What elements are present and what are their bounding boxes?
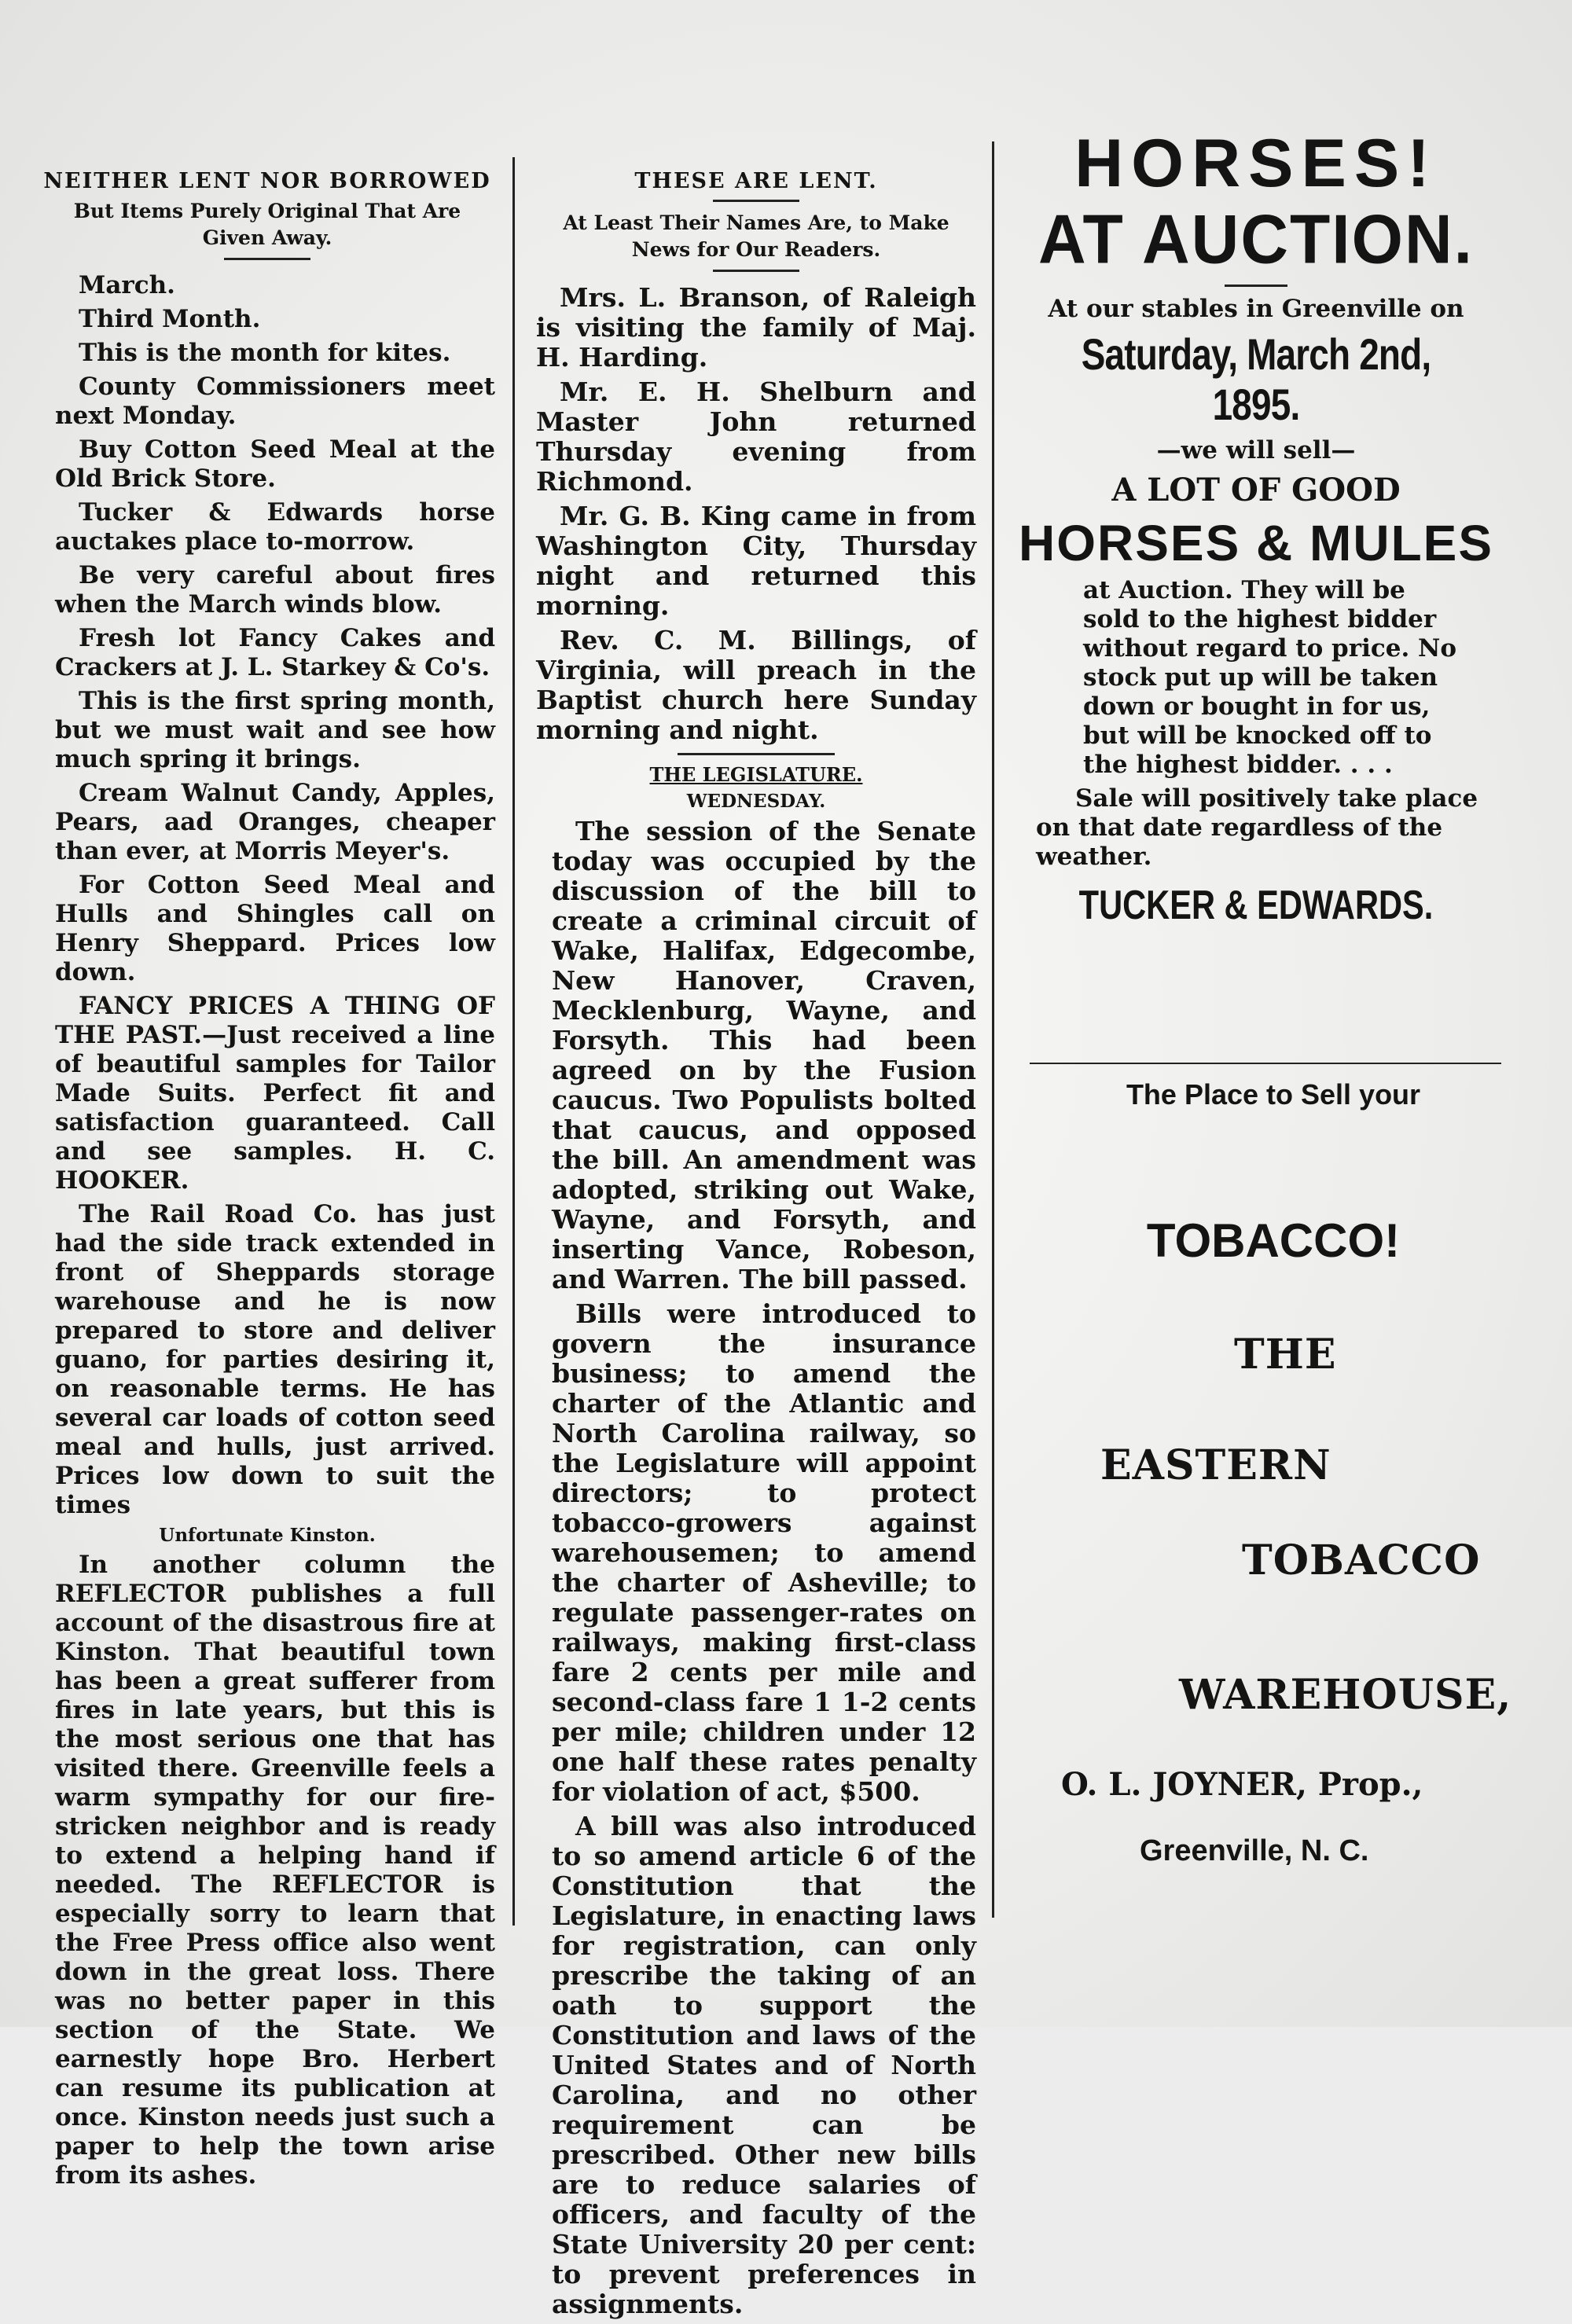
col1-item: FANCY PRICES A THING OF THE PAST.—Just received a line of beautiful samples for Tailor Made Suits. Perfect fit and satisfaction guaranteed. Call and see samples. H. C. HOOKER. [55, 992, 495, 1195]
col1-item: Third Month. [79, 305, 261, 333]
col1-item: Tucker & Edwards horse auctakes place to-morrow. [55, 498, 495, 556]
col2-item: Mr. G. B. King came in from Washington City, Thursday night and returned this morning. [536, 501, 976, 621]
column-1-heading: NEITHER LENT NOR BORROWED [43, 169, 491, 193]
col1-item-list [31, 271, 503, 1520]
col2-item: Rev. C. M. Billings, of Virginia, will preach in the Baptist church here Sunday morning and night. [536, 625, 976, 745]
ad-body-1: at Auction. They will be sold to the highest bidder without regard to price. No stock put up will be taken down or bought in for us, but will be knocked off to the highest bidder. . . . [1083, 576, 1457, 779]
tobacco-tobacco: TOBACCO [1242, 1536, 1481, 1584]
ad-location: At our stables in Greenville on [1048, 295, 1464, 323]
ad-rule [1225, 285, 1287, 287]
tobacco-headline: TOBACCO! [1146, 1214, 1401, 1267]
kinston-text: In another column the REFLECTOR publishes a full account of the disastrous fire at Kinston. That beautiful town has been a great sufferer from fires in late years, but this is the most serious one that has visited there. Greenville feels a warm sympathy for our fire-stricken neighbor and is ready to extend a helping hand if needed. The REFLECTOR is especially sorry to learn that the Free Press office also went down in the great loss. There was no better paper in this section of the State. We earnestly hope Bro. Herbert can resume its publication at once. Kinston needs just such a paper to help the town arise from its ashes. [55, 1551, 495, 2190]
tobacco-proprietor: O. L. JOYNER, Prop., [1061, 1766, 1423, 1803]
col1-item: Fresh lot Fancy Cakes and Crackers at J. L. Starkey & Co's. [55, 624, 495, 681]
col1-item: County Commissioners meet next Monday. [55, 373, 495, 430]
column-2-subheading: At Least Their Names Are, to Make News for Our Readers. [563, 211, 949, 261]
heading-rule [713, 270, 799, 272]
ad-headline-auction: AT AUCTION. [1038, 200, 1474, 278]
tobacco-warehouse-ad [1022, 1078, 1525, 1868]
kinston-heading: Unfortunate Kinston. [159, 1525, 376, 1546]
heading-rule [713, 200, 799, 202]
ad-will-sell: —we will sell— [1156, 436, 1356, 464]
column-2 [528, 169, 984, 2324]
horse-auction-ad [997, 126, 1515, 930]
col1-item: Be very careful about fires when the March winds blow. [55, 561, 495, 619]
ad-date: Saturday, March 2nd, 1895. [1081, 329, 1431, 429]
legislature-paragraph: The session of the Senate today was occupied by the discussion of the bill to create a criminal circuit of Wake, Halifax, Edgecombe, New Hanover, Craven, Mecklenburg, Wayne, and Forsyth. This had been agreed on by the Fusion caucus. Two Populists bolted that caucus, and opposed the bill. An amendment was adopted, striking out Wake, Wayne, and Forsyth, and inserting Vance, Robeson, and Warren. The bill passed. [552, 816, 976, 1294]
col2-item-list [528, 283, 984, 745]
heading-rule [224, 258, 310, 260]
ad-firm: TUCKER & EDWARDS. [1078, 883, 1434, 928]
tobacco-the: THE [1234, 1331, 1337, 1379]
tobacco-warehouse: WAREHOUSE, [1179, 1671, 1512, 1719]
ad-divider [1030, 1063, 1501, 1064]
ad-animals: HORSES & MULES [1018, 515, 1494, 571]
ad-body-2: Sale will positively take place on that date regardless of the weather. [1036, 784, 1478, 871]
column-rule-2 [992, 141, 994, 1918]
legislature-text [528, 817, 984, 2319]
column-1 [31, 169, 503, 2190]
col1-item: Buy Cotton Seed Meal at the Old Brick Store. [55, 435, 495, 493]
col2-item: Mrs. L. Branson, of Raleigh is visiting the family of Maj. H. Harding. [536, 282, 976, 373]
col1-item: The Rail Road Co. has just had the side track extended in front of Sheppards storage warehouse and he is now prepared to store and deliver guano, for parties desiring it, on reasonable terms. He has several car loads of cotton seed meal and hulls, just arrived. Prices low down to suit the times [55, 1200, 495, 1519]
legislature-paragraph: Bills were introduced to govern the insurance business; to amend the charter of the Atlantic and North Carolina railway, so the Legislature will appoint directors; to protect tobacco-growers against warehousemen; to amend the charter of Asheville; to regulate passenger-rates on railways, making first-class fare 2 cents per mile and second-class fare 1 1-2 cents per mile; children under 12 one half these rates penalty for violation of act, $500. [552, 1298, 976, 1807]
column-1-subheading: But Items Purely Original That Are Given Away. [73, 200, 461, 249]
tobacco-eastern: EASTERN [1100, 1441, 1331, 1489]
col2-item: Mr. E. H. Shelburn and Master John returned Thursday evening from Richmond. [536, 376, 976, 497]
tobacco-place: The Place to Sell your [1126, 1078, 1421, 1111]
ad-headline-horses: HORSES! [1074, 126, 1438, 201]
ad-lot: A LOT OF GOOD [1111, 472, 1401, 508]
column-rule-1 [512, 157, 515, 1926]
legislature-heading: THE LEGISLATURE. [649, 763, 863, 786]
tobacco-town: Greenville, N. C. [1140, 1834, 1369, 1867]
col1-item: This is the month for kites. [79, 339, 451, 367]
section-rule [678, 753, 835, 755]
day-heading: WEDNESDAY. [686, 791, 826, 812]
legislature-paragraph: A bill was also introduced to so amend article 6 of the Constitution that the Legislature, in enacting laws for registration, can only prescribe the taking of an oath to support the Constitution and laws of the United States and of North Carolina, and no other requirement can be prescribed. Other new bills are to reduce salaries of officers, and faculty of the State University 20 per cent: to prevent preferences in assignments. [552, 1811, 976, 2319]
column-2-heading: THESE ARE LENT. [634, 169, 878, 193]
col1-item: For Cotton Seed Meal and Hulls and Shingles call on Henry Sheppard. Prices low down. [55, 871, 495, 986]
col1-item: This is the first spring month, but we must wait and see how much spring it brings. [55, 687, 495, 773]
col1-item: Cream Walnut Candy, Apples, Pears, aad Oranges, cheaper than ever, at Morris Meyer's. [55, 779, 495, 865]
col1-item: March. [79, 271, 175, 299]
